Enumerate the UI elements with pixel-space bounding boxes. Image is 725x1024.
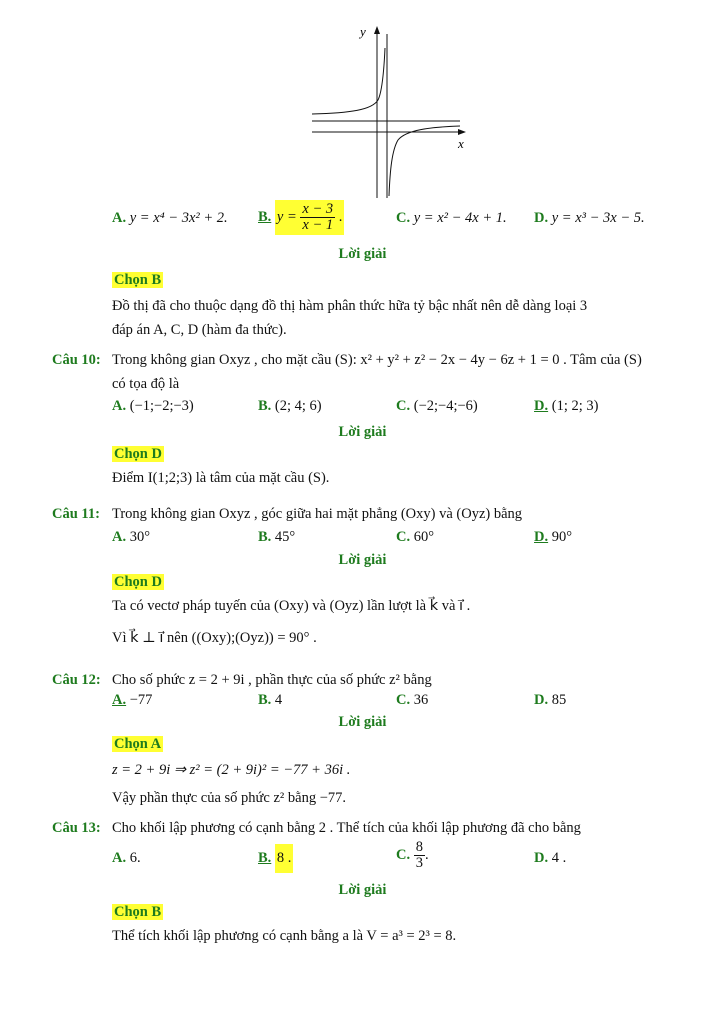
q9-loigiai: Lời giải [338,246,387,262]
q13-c-num: 8 [415,839,423,855]
q11-c-text: 60° [413,529,435,545]
q11-label: Câu 11: [52,506,100,522]
q11-d-text: 90° [551,529,573,545]
q10-d-label: D. [534,398,549,414]
q10-option-d [534,398,598,415]
q12-d-label: D. [534,692,549,708]
q10-a-label: A. [112,398,127,414]
q9-option-a [112,210,228,227]
q9-d-label: D. [534,210,549,226]
q13-c-suffix: . [424,846,429,863]
q9-option-d [534,210,645,227]
q11-option-d [534,529,572,546]
q13-option-d [534,850,566,867]
q12-b-text: 4 [274,692,283,708]
q10-b-label: B. [258,398,272,414]
q13-a-label: A. [112,850,127,866]
q13-b-text: 8 . [275,844,294,873]
q13-c-den: 3 [415,855,423,871]
q10-loigiai: Lời giải [338,424,387,440]
q10-a-text: (−1;−2;−3) [129,398,194,414]
q9-a-text: y = x⁴ − 3x² + 2. [129,210,228,226]
q10-b-text: (2; 4; 6) [274,398,322,414]
q12-text: Cho số phức z = 2 + 9i , phần thực của số phức z² bằng [112,672,432,688]
q11-b-text: 45° [274,529,296,545]
q13-c-fraction [414,840,425,871]
q12-a-label: A. [112,692,127,708]
q10-text-2: có tọa độ là [112,376,180,392]
q12-option-b [258,692,282,709]
q9-b-num: x − 3 [302,201,334,217]
q9-sol-line2: đáp án A, C, D (hàm đa thức). [112,322,287,338]
q12-label: Câu 12: [52,672,101,688]
q12-a-text: −77 [129,692,153,708]
q10-c-text: (−2;−4;−6) [413,398,478,414]
q12-sol-1: z = 2 + 9i ⇒ z² = (2 + 9i)² = −77 + 36i . [112,762,351,778]
q9-b-suffix: . [338,208,343,225]
q12-option-a [112,692,152,709]
q13-sol: Thể tích khối lập phương có cạnh bằng a là V = a³ = 2³ = 8. [112,928,457,944]
x-axis-label: x [458,136,464,151]
q13-a-text: 6. [129,850,141,866]
q9-b-den: x − 1 [302,217,334,233]
q12-c-label: C. [396,692,411,708]
q12-loigiai: Lời giải [338,714,387,730]
q13-d-label: D. [534,850,549,866]
q11-b-label: B. [258,529,272,545]
q11-d-label: D. [534,529,549,545]
q11-text: Trong không gian Oxyz , góc giữa hai mặt phẳng (Oxy) và (Oyz) bằng [112,506,523,522]
q13-loigiai: Lời giải [338,882,387,898]
q9-d-text: y = x³ − 3x − 5. [551,210,645,226]
q10-option-c [396,398,478,415]
q9-b-prefix: y = [276,208,297,225]
q12-option-c [396,692,428,709]
y-axis-label: y [360,24,366,39]
q11-sol-1: Ta có vectơ pháp tuyến của (Oxy) và (Oyz) lần lượt là k⃗ và i⃗ . [112,598,471,614]
y-axis-arrow [374,26,380,34]
q9-c-text: y = x² − 4x + 1. [413,210,507,226]
q11-option-b [258,529,295,546]
q10-sol: Điểm I(1;2;3) là tâm của mặt cầu (S). [112,470,330,486]
q11-sol-2: Vì k⃗ ⊥ i⃗ nên ((Oxy);(Oyz)) = 90° . [112,630,317,646]
q13-c-label: C. [396,846,411,863]
q13-option-c [396,840,429,871]
q13-option-b [258,844,293,873]
q13-text: Cho khối lập phương có cạnh bằng 2 . Thể tích của khối lập phương đã cho bằng [112,820,581,836]
q9-b-label: B. [258,208,272,225]
q10-c-label: C. [396,398,411,414]
q11-c-label: C. [396,529,411,545]
q11-chon: Chọn D [114,574,162,590]
q9-option-c [396,210,507,227]
q12-b-label: B. [258,692,272,708]
q13-b-label: B. [258,850,272,866]
q12-c-text: 36 [413,692,429,708]
x-axis-arrow [458,129,466,135]
q11-loigiai: Lời giải [338,552,387,568]
q10-option-a [112,398,194,415]
q11-a-text: 30° [129,529,151,545]
q11-a-label: A. [112,529,127,545]
q10-text-1: Trong không gian Oxyz , cho mặt cầu (S): x² + y² + z² − 2x − 4y − 6z + 1 = 0 . Tâm của (S) [112,352,642,368]
q11-option-c [396,529,434,546]
q10-label: Câu 10: [52,352,101,368]
q12-sol-2: Vậy phần thực của số phức z² bằng −77. [112,790,346,806]
q13-label: Câu 13: [52,820,101,836]
q9-chon: Chọn B [114,272,162,288]
q13-d-text: 4 . [551,850,567,866]
q11-option-a [112,529,150,546]
q12-option-d [534,692,566,709]
q9-option-b [258,200,344,235]
q10-chon: Chọn D [114,446,162,462]
q12-d-text: 85 [551,692,567,708]
q10-option-b [258,398,322,415]
left-branch [312,48,385,114]
q13-option-a [112,850,141,867]
q9-sol-line1: Đồ thị đã cho thuộc dạng đồ thị hàm phân thức hữa tỷ bậc nhất nên dễ dàng loại 3 [112,298,588,314]
hyperbola-graph [300,20,470,200]
q9-b-highlight [275,200,344,235]
q9-c-label: C. [396,210,411,226]
q9-b-fraction [300,202,335,233]
q9-a-label: A. [112,210,127,226]
right-branch [389,126,460,196]
q10-d-text: (1; 2; 3) [551,398,599,414]
q12-chon: Chọn A [114,736,162,752]
q13-chon: Chọn B [114,904,162,920]
